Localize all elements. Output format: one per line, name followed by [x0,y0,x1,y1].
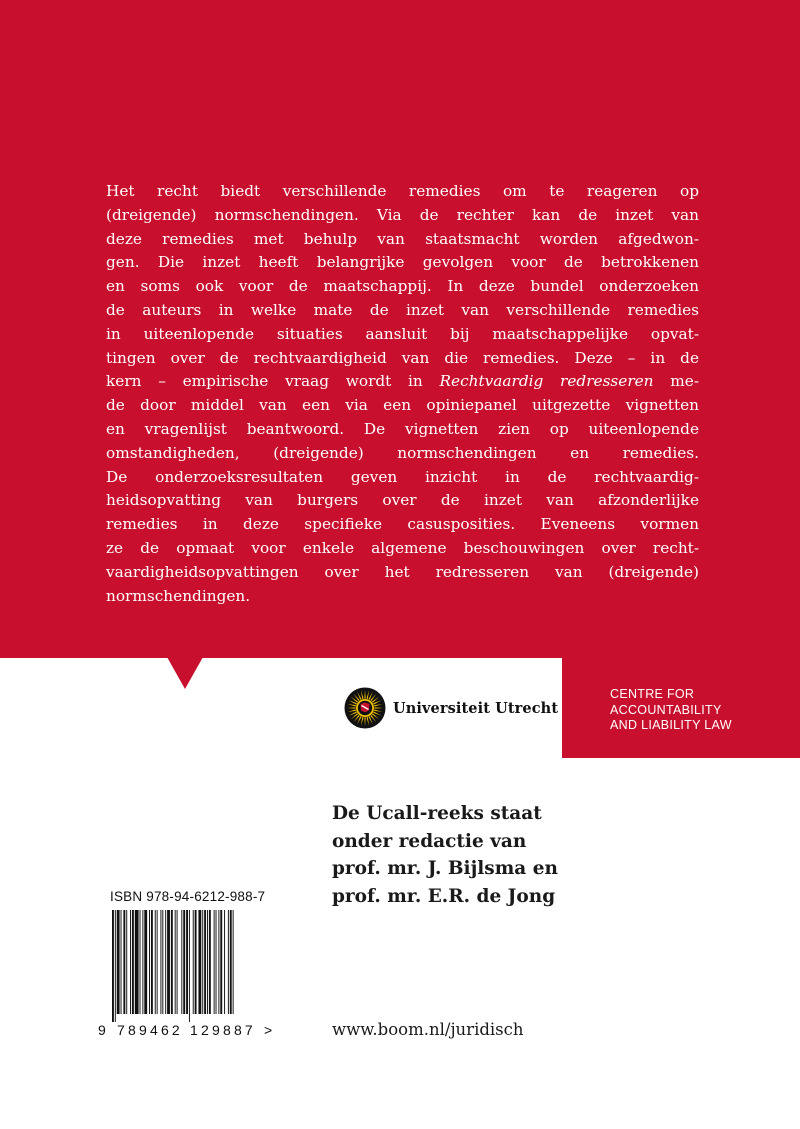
blurb-line: heidsopvatting van burgers over de inzet van afzonderlijke [106,491,699,510]
series-line: De Ucall-reeks staat [332,803,542,824]
centre-for-accountability-box [562,658,800,758]
isbn-label: ISBN 978-94-6212-988-7 [110,889,266,904]
barcode-icon [110,910,270,1022]
series-editors [332,800,632,910]
centre-name-line: CENTRE FOR [610,687,695,701]
blurb-fragment: me- [653,372,699,391]
series-line: prof. mr. J. Bijlsma en [332,858,558,879]
barcode-digit-group: 9 [98,1022,106,1038]
series-line: prof. mr. E.R. de Jong [332,885,556,907]
blurb-line: en soms ook voor de maatschappij. In deze bundel onderzoeken [106,277,699,296]
centre-name-line: ACCOUNTABILITY [610,702,722,717]
blurb-line: (dreigende) normschendingen. Via de rechter kan de inzet van [106,205,699,224]
blurb-line: deze remedies met behulp van staatsmacht worden afgedwon- [106,229,699,248]
blurb-line: de door middel van een via een opiniepanel uitgezette vignetten [106,396,699,415]
blurb-line: remedies in deze specifieke casusposities. Eveneens vormen [106,515,699,534]
blurb-line: gen. Die inzet heeft belangrijke gevolgen voor de betrokkenen [106,253,699,272]
uu-sun-seal-icon [344,687,386,729]
back-cover-blurb [106,180,699,608]
centre-name [610,687,732,734]
speech-notch [167,657,203,689]
blurb-line: tingen over de rechtvaardigheid van die remedies. Deze – in de [106,348,699,367]
blurb-line: omstandigheden, (dreigende) normschendingen en remedies. [106,443,699,462]
blurb-line: normschendingen. [106,586,251,605]
university-name: Universiteit Utrecht [393,699,559,717]
blurb-line: ze de opmaat voor enkele algemene beschouwingen over recht- [106,538,699,557]
blurb-line: De onderzoeksresultaten geven inzicht in de rechtvaardig- [106,467,699,486]
blurb-line: in uiteenlopende situaties aansluit bij maatschappelijke opvat- [106,324,699,343]
blurb-line: en vragenlijst beantwoord. De vignetten zien op uiteenlopende [106,419,699,438]
blurb-line: de auteurs in welke mate de inzet van verschillende remedies [106,300,699,319]
blurb-line: Het recht biedt verschillende remedies om te reageren op [106,182,699,200]
blurb-fragment: kern – empirische vraag wordt in [106,372,440,391]
barcode-digit-group: 129887 [190,1022,256,1038]
barcode-digit-group: > [264,1022,273,1038]
centre-name-line: AND LIABILITY LAW [610,718,732,732]
blurb-line [106,370,699,394]
barcode-digit-group: 789462 [117,1022,183,1038]
publisher-website[interactable]: www.boom.nl/juridisch [332,1020,524,1039]
book-title: Rechtvaardig redresseren [439,372,654,391]
universiteit-utrecht-logo [344,685,558,731]
series-line: onder redactie van [332,830,527,852]
blurb-line: vaardigheidsopvattingen over het redresseren van (dreigende) [106,562,699,581]
